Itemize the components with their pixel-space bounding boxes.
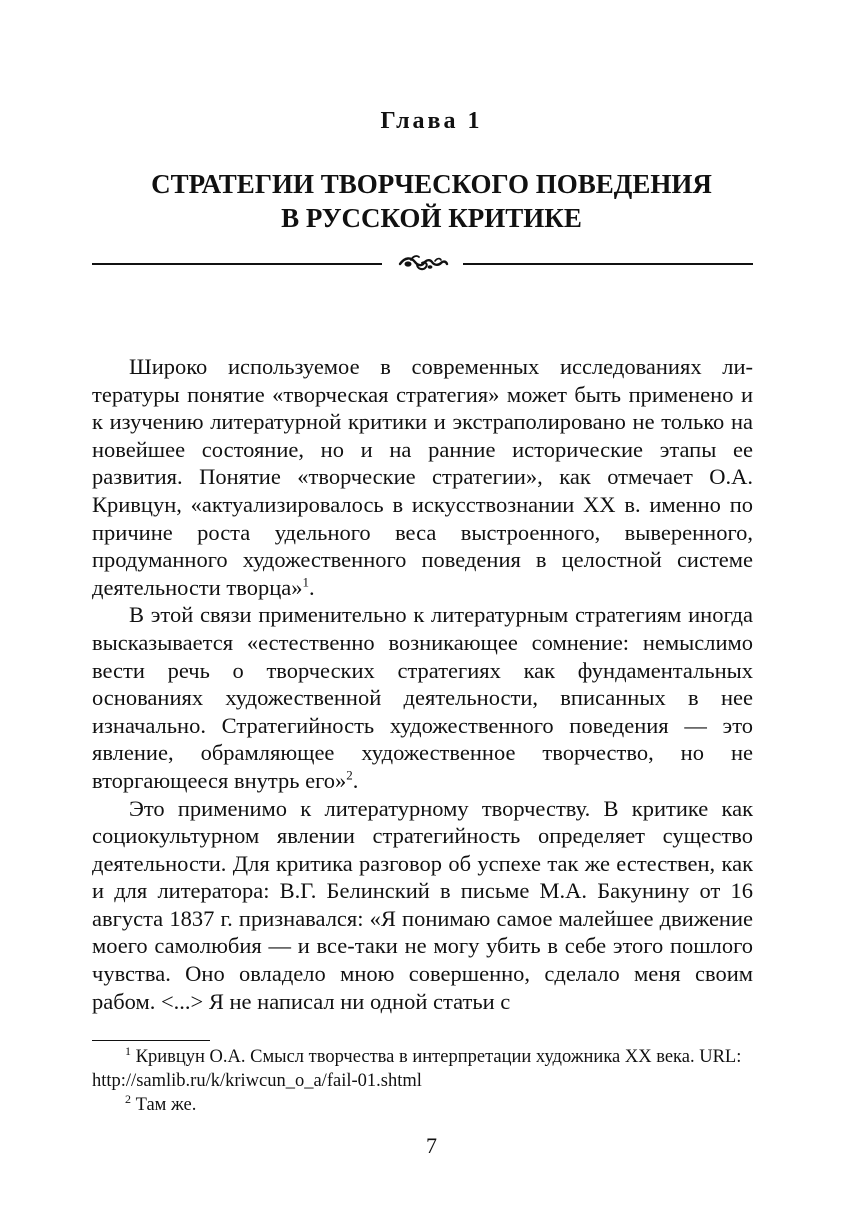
footnote-2-number: 2 xyxy=(125,1091,131,1106)
divider-rule-left xyxy=(92,263,382,265)
chapter-label: Глава 1 xyxy=(380,108,483,134)
chapter-title-line-1: СТРАТЕГИИ ТВОРЧЕСКОГО ПОВЕДЕНИЯ xyxy=(151,169,712,199)
footnotes xyxy=(92,1045,753,1117)
chapter-title xyxy=(60,167,803,235)
fleuron-ornament-icon xyxy=(397,252,449,276)
footnote-2-text: Там же. xyxy=(135,1095,197,1115)
footnote-ref-1: 1 xyxy=(302,574,310,590)
footnote-2 xyxy=(92,1093,753,1117)
divider-rule-right xyxy=(463,263,753,265)
ornamental-divider xyxy=(92,252,753,276)
footnote-1-text: Кривцун О.А. Смысл творчества в интерпретации художника XX века. URL: http://samlib.ru/k/kriwcun_o_a/fail-01.shtml xyxy=(92,1047,742,1091)
body-text xyxy=(92,353,753,1015)
footnote-ref-2: 2 xyxy=(346,767,353,783)
paragraph-3-text: Это применимо к литературному творчеству. В критике как социокультурном явлении стратегийность определяет существо деятельности. Для критика разговор об успехе так же естествен, как и для литератора: В.Г. Белинский в письме М.А. Бакунину от 16 августа 1837 г. признавался: «Я понимаю самое малейшее движение моего самолюбия — и все-таки не могу убить в себе этого пошлого чувства. Оно овладело мною совершенно, сделало меня своим рабом. <...> Я не написал ни одной статьи с xyxy=(92,795,753,1014)
paragraph-2-text: В этой связи применительно к литературным стратегиям иногда высказывается «естественно возникающее сомнение: немыслимо вести речь о творческих стратегиях как фундаментальных основаниях художественной деятельности, вписанных в нее изначально. Стратегийность художественного поведения — это явление, обрамляющее художественное творчество, но не вторгающееся внутрь его» xyxy=(92,602,753,793)
paragraph-1-tail: . xyxy=(309,574,315,600)
page-number: 7 xyxy=(426,1133,437,1158)
paragraph-1-text: Широко используемое в современных исследованиях литературы понятие «творческая стратегия» может быть применено и к изучению литературной критики и экстраполировано не только на новейшее состояние, но и на ранние исторические этапы ее развития. Понятие «творческие стратегии», как отмечает О.А. Кривцун, «актуализировалось в искусствознании XX в. именно по причине роста удельного веса выстроенного, выверенного, продуманного художественного поведения в целостной системе деятельности творца» xyxy=(92,354,753,600)
paragraph-2 xyxy=(92,601,753,794)
paragraph-1 xyxy=(92,353,753,601)
footnote-1-number: 1 xyxy=(125,1043,131,1058)
paragraph-3 xyxy=(92,795,753,1016)
footnote-1 xyxy=(92,1045,753,1093)
chapter-title-line-2: В РУССКОЙ КРИТИКЕ xyxy=(281,203,582,233)
paragraph-2-tail: . xyxy=(352,767,359,793)
footnote-separator xyxy=(92,1040,210,1041)
